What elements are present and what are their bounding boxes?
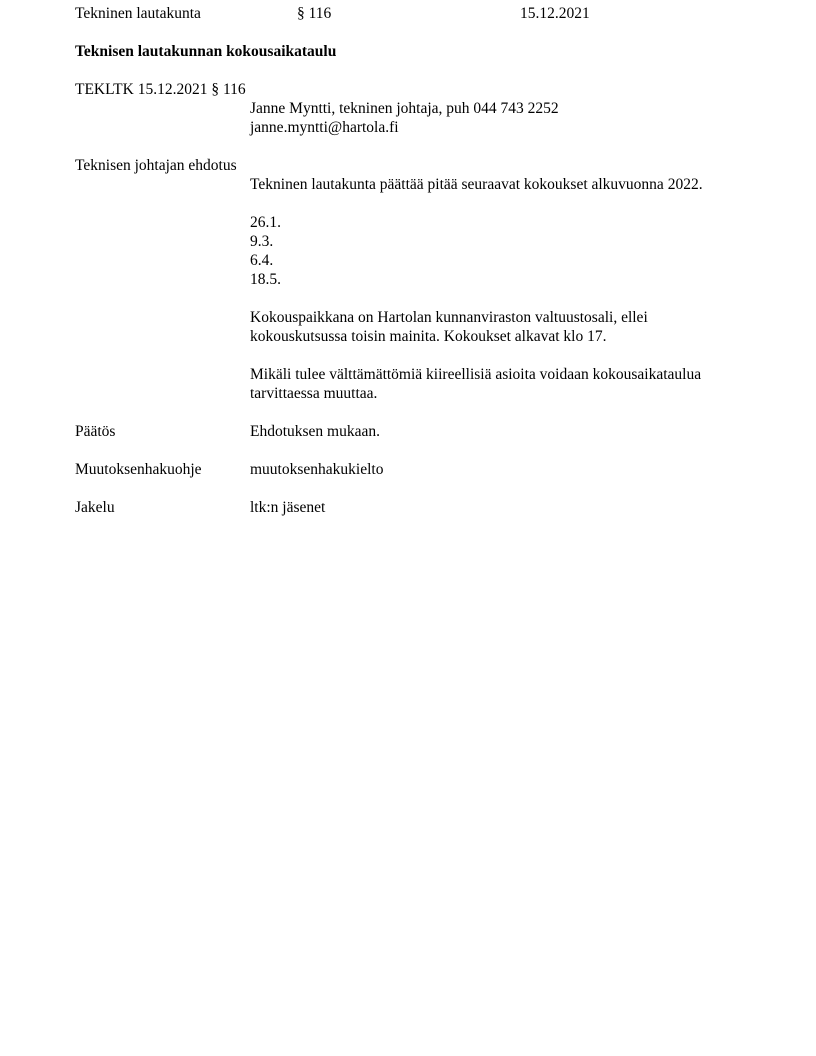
meeting-date: 26.1. — [250, 214, 281, 231]
meeting-dates-list — [250, 213, 741, 289]
spacer — [75, 289, 741, 308]
page-header — [75, 4, 741, 23]
document-title: Teknisen lautakunnan kokousaikataulu — [75, 43, 337, 60]
proposal-intro: Tekninen lautakunta päättää pitää seuraavat kokoukset alkuvuonna 2022. — [250, 176, 703, 193]
appeal-instruction-label: Muutoksenhakuohje — [75, 461, 202, 478]
committee-name: Tekninen lautakunta — [75, 5, 201, 22]
contact-block — [250, 99, 741, 137]
distribution-value: ltk:n jäsenet — [250, 499, 326, 516]
distribution-row — [75, 498, 741, 517]
proposal-venue-paragraph: Kokouspaikkana on Hartolan kunnanviraston valtuustosali, ellei kokouskutsussa toisin mainita. Kokoukset alkavat klo 17. — [250, 309, 648, 345]
decision-row — [75, 422, 741, 441]
spacer — [75, 23, 741, 42]
spacer — [75, 137, 741, 156]
spacer — [75, 479, 741, 498]
spacer — [75, 403, 741, 422]
distribution-label: Jakelu — [75, 499, 115, 516]
spacer — [75, 61, 741, 80]
contact-email: janne.myntti@hartola.fi — [250, 119, 399, 136]
spacer — [75, 441, 741, 460]
spacer — [75, 346, 741, 365]
decision-label: Päätös — [75, 423, 116, 440]
case-reference: TEKLTK 15.12.2021 § 116 — [75, 81, 246, 98]
appeal-instruction-value: muutoksenhakukielto — [250, 461, 384, 478]
meeting-date: 9.3. — [250, 233, 274, 250]
spacer — [75, 194, 741, 213]
section-number: § 116 — [297, 5, 332, 22]
appeal-instruction-row — [75, 460, 741, 479]
proposal-flexibility-paragraph: Mikäli tulee välttämättömiä kiireellisiä asioita voidaan kokousaikataulua tarvittaessa muuttaa. — [250, 366, 702, 402]
decision-value: Ehdotuksen mukaan. — [250, 423, 381, 440]
contact-person: Janne Myntti, tekninen johtaja, puh 044 743 2252 — [250, 100, 559, 117]
proposal-label: Teknisen johtajan ehdotus — [75, 157, 237, 174]
meeting-date: 6.4. — [250, 252, 274, 269]
header-date: 15.12.2021 — [520, 5, 590, 22]
meeting-date: 18.5. — [250, 271, 281, 288]
